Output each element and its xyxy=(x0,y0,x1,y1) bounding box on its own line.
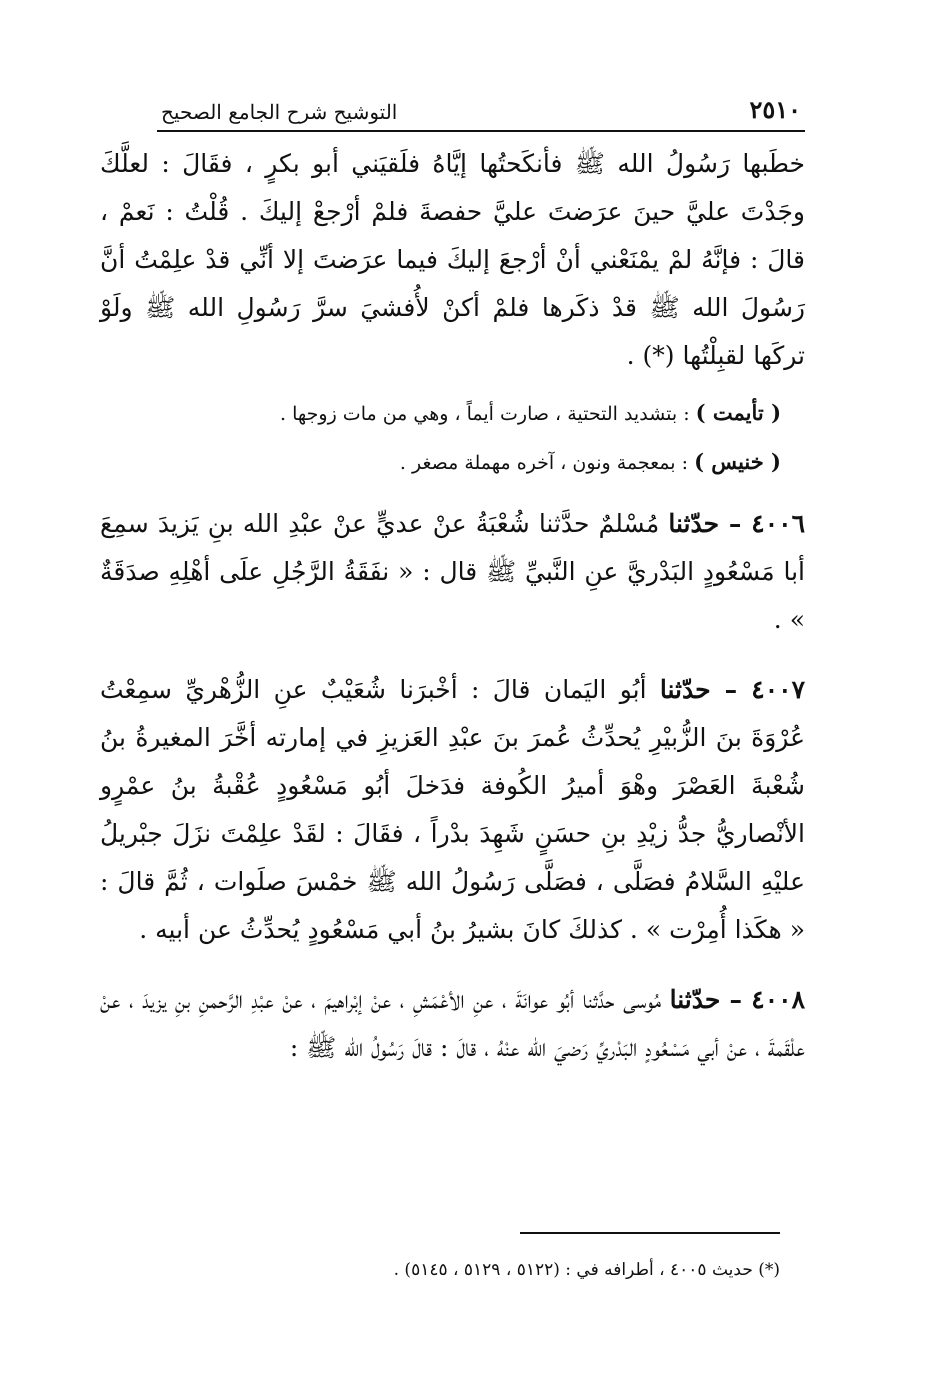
body-text xyxy=(100,140,805,1072)
hadith-number: ٤٠٠٨ – حدّثنا xyxy=(669,985,805,1014)
hadith-number: ٤٠٠٦ – حدّثنا xyxy=(668,509,805,538)
hadith-text: مُسْلمٌ حدَّثنا شُعْبَةُ عنْ عديٍّ عنْ عبْدِ الله بنِ يَزيدَ سمِعَ أبا مَسْعُودٍ البَدْريَّ عنِ النَّبيِّ ﷺ قال : « نفَقَةُ الرَّجُلِ علَى أهْلِهِ صدَقَةٌ » . xyxy=(100,509,805,634)
running-title: التوشيح شرح الجامع الصحيح xyxy=(161,100,398,124)
gloss-text: : بمعجمة ونون ، آخره مهملة مصغر . xyxy=(399,452,695,474)
hadith-number: ٤٠٠٧ – حدّثنا xyxy=(659,675,805,704)
hadith-text: أبُو اليَمان قالَ : أخْبرَنا شُعَيْبٌ عنِ الزُّهْريِّ سمِعْتُ عُرْوَةَ بنَ الزُّبيْرِ يُحدِّثُ عُمرَ بنَ عبْدِ العَزيزِ في إمارته أخَّرَ المغيرةُ بنُ شُعْبةَ العَصْرَ وهْوَ أميرُ الكُوفة فدَخلَ أبُو مَسْعُودٍ عُقْبةُ بنُ عمْرٍو الأنْصاريُّ جدُّ زيْدِ بنِ حسَنٍ شَهِدَ بدْراً ، فقَالَ : لقَدْ علِمْتَ نزَلَ جبْريلُ عليْهِ السَّلامُ فصَلَّى ، فصَلَّى رَسُولُ الله ﷺ خمْسَ صلَوات ، ثُمَّ قالَ : « هكَذا أُمِرْت » . كذلكَ كانَ بشيرُ بنُ أبي مَسْعُودٍ يُحدِّثُ عن أبيه . xyxy=(100,675,805,944)
gloss-term: ( تأيمت ) xyxy=(695,400,781,425)
gloss-note xyxy=(100,398,781,429)
page-header xyxy=(157,78,805,132)
gloss-note xyxy=(100,447,781,478)
opening-paragraph: خطَبها رَسُولُ الله ﷺ فأنكَحتُها إيَّاهُ فلَقيَني أبو بكرٍ ، فقَالَ : لعلَّكَ وجَدْتَ عليَّ حينَ عرَضتَ عليَّ حفصةَ فلمْ أرْجعْ إليكَ . قُلْتُ : نَعمْ ، قالَ : فإنَّهُ لمْ يمْنَعْني أنْ أرْجعَ إليكَ فيما عرَضتَ إلا أنِّي قدْ علِمْتُ أنَّ رَسُولَ الله ﷺ قدْ ذكَرها فلمْ أكنْ لأُفشيَ سرَّ رَسُولِ الله ﷺ ولَوْ تركَها لقبِلْتُها (*) . xyxy=(100,149,805,370)
hadith-4007 xyxy=(100,666,805,954)
hadith-text: مُوسى حدَّثنا أبُو عوانَةَ ، عنِ الأعْمَشِ ، عنْ إبْراهيمَ ، عنْ عبْدِ الرَّحمنِ بنِ يزيدَ ، عنْ علْقَمةَ ، عنْ أبي مَسْعُودٍ البَدْريِّ رَضيَ الله عنْهُ ، قالَ : قالَ رَسُولُ الله ﷺ : xyxy=(100,985,805,1062)
gloss-text: : بتشديد التحتية ، صارت أيماً ، وهي من مات زوجها . xyxy=(280,403,696,425)
gloss-term: ( خنيس ) xyxy=(694,449,781,474)
footnote-divider xyxy=(520,1232,780,1234)
hadith-4008 xyxy=(100,976,805,1072)
hadith-4006 xyxy=(100,500,805,644)
footnote: (*) حديث ٤٠٠٥ ، أطرافه في : (٥١٢٢ ، ٥١٢٩ ، ٥١٤٥) . xyxy=(393,1260,780,1280)
page-number: ٢٥١٠ xyxy=(749,95,801,124)
